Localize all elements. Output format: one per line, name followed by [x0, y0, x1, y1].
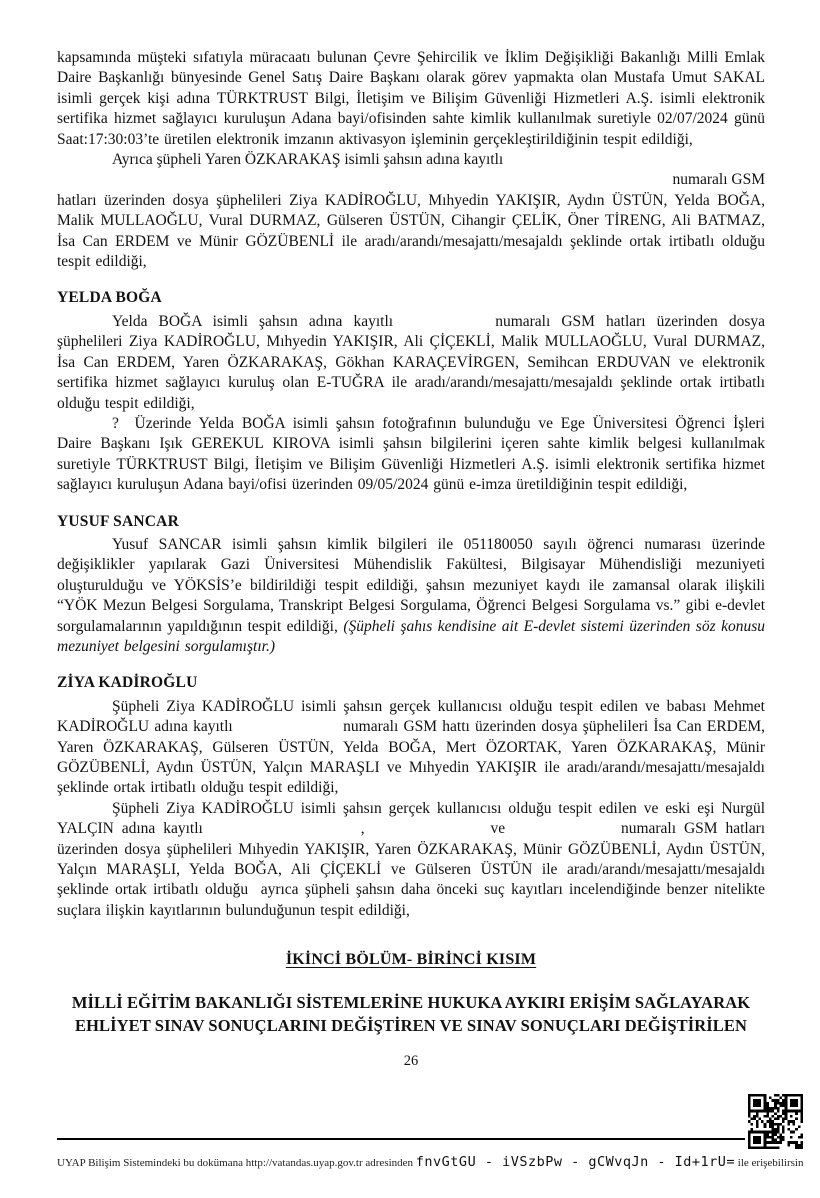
redacted-number-gap [373, 831, 483, 833]
ziya-para2-comma: , [360, 820, 365, 838]
footer-access-note [57, 1154, 806, 1170]
ziya-para2-ve: ve [490, 820, 506, 838]
section-title-line2: EHLİYET SINAV SONUÇLARINI DEĞİŞTİREN VE SINAV SONUÇLARI DEĞİŞTİRİLEN [74, 1016, 748, 1036]
redacted-number-gap [238, 729, 338, 731]
redacted-gsm-label: numaralı GSM [672, 171, 765, 189]
paragraph-yelda-2: ? Üzerinde Yelda BOĞA isimli şahsın fotoğrafının bulunduğu ve Ege Üniversitesi Öğrenci İşleri Daire Başkanı Işık GEREKUL KIROVA isimli şahsın bilgilerini içeren sahte kimlik belgesi kullanılmak suretiyle TÜRKTRUST Bilgi, İletişim ve Bilişim Güvenliği Hizmetleri A.Ş. isimli elektronik sertifika hizmet sağlayıcı kuruluşun Adana bayi/ofisi üzerinden 09/05/2024 günü e-imza üretildiğinin tespit edildiği, [57, 414, 765, 494]
redacted-number-gap [211, 831, 361, 833]
section-title-line1: MİLLİ EĞİTİM BAKANLIĞI SİSTEMLERİNE HUKUKA AYKIRI ERİŞİM SAĞLAYARAK [71, 993, 751, 1013]
footer-divider [57, 1138, 745, 1140]
section-title [57, 991, 765, 1037]
footer-verification-code: fnvGtGU - iVSzbPw - gCWvqJn - Id+1rU= [415, 1154, 736, 1170]
paragraph-ayrica-rest: hatları üzerinden dosya şüphelileri Ziya KADİROĞLU, Mıhyedin YAKIŞIR, Aydın ÜSTÜN, Yelda BOĞA, Malik MULLAOĞLU, Vural DURMAZ, Gülseren ÜSTÜN, Cihangir ÇELİK, Öner TİRENG, Ali BATMAZ, İsa Can ERDEM ve Münir GÖZÜBENLİ ile aradı/arandı/mesajattı/mesajaldı şeklinde ortak irtibatlı olduğu tespit edildiği, [57, 191, 765, 271]
heading-ziya-kadiroglu: ZİYA KADİROĞLU [57, 674, 198, 692]
yusuf-para-italic: (Şüpheli şahıs kendisine ait E-devlet sistemi üzerinden söz konusu mezuniyet belgesini sorgulamıştır.) [57, 617, 766, 655]
redacted-number-gap [513, 831, 613, 833]
section-heading-text: İKİNCİ BÖLÜM- BİRİNCİ KISIM [285, 951, 537, 969]
paragraph-intro: kapsamında müşteki sıfatıyla müracaatı bulunan Çevre Şehircilik ve İklim Değişikliği Bakanlığı Milli Emlak Daire Başkanlığı bünyesinde Genel Satış Daire Başkanı olarak görev yapmakta olan Mustafa Umut SAKAL isimli gerçek kişi adına TÜRKTRUST Bilgi, İletişim ve Bilişim Güvenliği Hizmetleri A.Ş. isimli elektronik sertifika hizmet sağlayıcı kuruluşun Adana bayi/ofisinden sahte kimlik kullanılmak suretiyle 02/07/2024 günü Saat:17:30:03’te üretilen elektronik imzanın aktivasyon işleminin gerçekleştirildiğinin tespit edildiği, [57, 49, 765, 148]
section-heading [57, 951, 765, 969]
ziya-para1-before: Şüpheli Ziya KADİROĞLU isimli şahsın gerçek kullanıcısı olduğu tespit edilen ve babası Mehmet KADİROĞLU adına kayıtlı [57, 697, 765, 736]
yusuf-para-normal: Yusuf SANCAR isimli şahsın kimlik bilgileri ile 051180050 sayılı öğrenci numarası üzerinde değişiklikler yapılarak Gazi Üniversitesi Mühendislik Fakültesi, Bilgisayar Mühendisliği mezuniyeti oluşturulduğu ve YÖKSİS’e bildirildiği tespit edildiği, şahsın mezuniyet kaydı ile zamansal olarak ilişkili “YÖK Mezun Belgesi Sorgulama, Transkript Belgesi Sorgulama, Öğrenci Belgesi Sorgulama vs.” gibi e-devlet sorgulamalarının yapıldığının tespit edildiği, [57, 535, 765, 635]
heading-yelda-boga: YELDA BOĞA [57, 289, 162, 307]
ziya-para1-after: numaralı GSM hattı üzerinden dosya şüphelileri İsa Can ERDEM, Yaren ÖZKARAKAŞ, Gülseren ÜSTÜN, Yelda BOĞA, Mert ÖZORTAK, Yaren ÖZKARAKAŞ, Münir GÖZÜBENLİ, Aydın ÜSTÜN, Yalçın MARAŞLI ve Mıhyedin YAKIŞIR ile aradı/arandı/mesajattı/mesajaldı şeklinde ortak irtibatlı olduğu tespit edildiği, [57, 718, 765, 797]
qr-code-icon [748, 1094, 803, 1149]
yelda-para1-after: numaralı GSM hatları üzerinden dosya şüphelileri Ziya KADİROĞLU, Mıhyedin YAKIŞIR, Ali ÇİÇEKLİ, Malik MULLAOĞLU, Vural DURMAZ, İsa Can ERDEM, Yaren ÖZKARAKAŞ, Gökhan KARAÇEVİRGEN, Semihcan ERDUVAN ve elektronik sertifika hizmet sağlayıcı kuruluş olan E-TUĞRA ile aradı/arandı/mesajattı/mesajaldı şeklinde ortak irtibatlı olduğu tespit edildiği, [57, 312, 765, 412]
page-number: 26 [403, 1053, 419, 1070]
paragraph-yelda-1 [57, 312, 765, 414]
paragraph-ziya-2 [57, 799, 765, 921]
ziya-para2-rest: numaralı GSM hatları üzerinden dosya şüphelileri Mıhyedin YAKIŞIR, Yaren ÖZKARAKAŞ, Münir GÖZÜBENLİ, Aydın ÜSTÜN, Yalçın MARAŞLI, Yelda BOĞA, Ali ÇİÇEKLİ ve Gülseren ÜSTÜN ile aradı/arandı/mesajattı/mesajaldı şeklinde ortak irtibatlı olduğu ayrıca şüpheli şahsın daha önceki suç kayıtları incelendiğinde benzer nitelikte suçlara ilişkin kayıtlarının bulunduğunun tespit edildiği, [57, 820, 766, 919]
footer-prefix: UYAP Bilişim Sistemindeki bu dokümana http://vatandas.uyap.gov.tr adresinden [57, 1157, 414, 1169]
paragraph-ayrica-line1: Ayrıca şüpheli Yaren ÖZKARAKAŞ isimli şahsın adına kayıtlı [112, 151, 504, 169]
heading-yusuf-sancar: YUSUF SANCAR [57, 512, 179, 530]
yelda-para1-before: Yelda BOĞA isimli şahsın adına kayıtlı [112, 312, 394, 330]
ziya-para2-seg1: Şüpheli Ziya KADİROĞLU isimli şahsın gerçek kullanıcısı olduğu tespit edilen ve eski eşi Nurgül YALÇIN adına kayıtlı [57, 799, 765, 838]
paragraph-yusuf [57, 535, 765, 657]
document-body [57, 48, 765, 1070]
redacted-number-gap [404, 324, 484, 326]
footer-suffix: ile erişebilirsin [737, 1157, 804, 1169]
paragraph-ziya-1 [57, 697, 765, 799]
